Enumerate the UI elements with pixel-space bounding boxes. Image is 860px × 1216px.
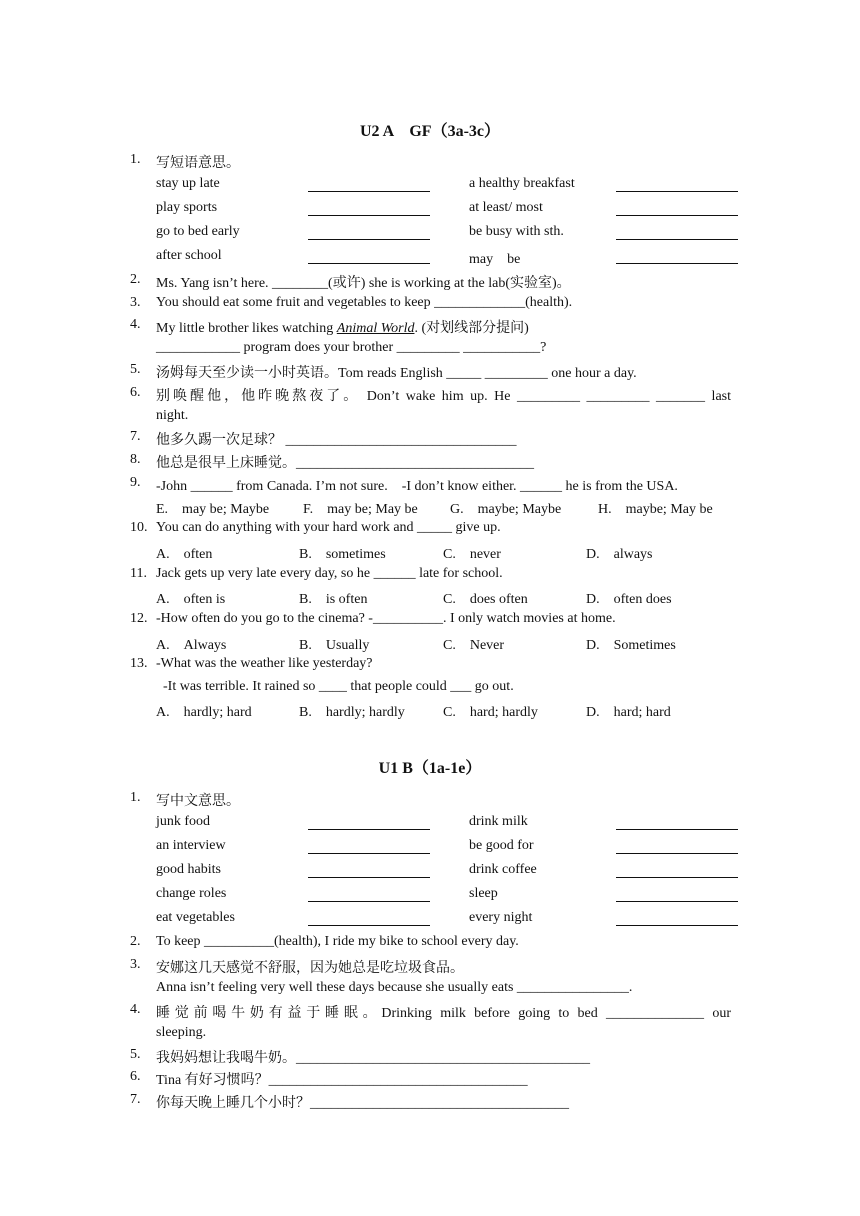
option-g[interactable]: G. maybe; Maybe <box>450 502 562 517</box>
option-b[interactable]: B. hardly; hardly <box>299 705 405 720</box>
vocab-term: drink coffee <box>469 862 537 877</box>
option-c[interactable]: C. never <box>443 547 501 562</box>
answer-blank[interactable] <box>308 191 430 192</box>
question-text: Ms. Yang isn’t here. ________(或许) she is working at the lab(实验室)。 <box>156 276 571 291</box>
option-b[interactable]: B. sometimes <box>299 547 386 562</box>
question-number: 2. <box>130 272 141 287</box>
question-text: You can do anything with your hard work and _____ give up. <box>156 520 501 535</box>
vocab-term: after school <box>156 248 222 263</box>
question-text: 他总是很早上床睡觉。__________________________________ <box>156 456 534 471</box>
vocab-term: go to bed early <box>156 224 240 239</box>
question-number: 2. <box>130 934 141 949</box>
answer-blank[interactable] <box>308 901 430 902</box>
section-title: U1 B（1a-1e） <box>378 760 482 777</box>
vocab-term: be good for <box>469 838 534 853</box>
option-a[interactable]: A. often is <box>156 592 226 607</box>
question-number: 3. <box>130 295 141 310</box>
vocab-term: at least/ most <box>469 200 543 215</box>
answer-blank[interactable] <box>616 263 738 264</box>
answer-blank[interactable] <box>308 263 430 264</box>
question-number: 5. <box>130 1047 141 1062</box>
answer-blank[interactable] <box>308 215 430 216</box>
vocab-term: stay up late <box>156 176 220 191</box>
question-text: You should eat some fruit and vegetables to keep _____________(health). <box>156 295 573 310</box>
question-text: -What was the weather like yesterday? <box>156 656 373 671</box>
question-number: 1. <box>130 790 141 805</box>
answer-blank[interactable] <box>616 191 738 192</box>
question-number: 10. <box>130 520 148 535</box>
option-c[interactable]: C. Never <box>443 638 505 653</box>
option-d[interactable]: D. always <box>586 547 653 562</box>
question-text-continued: sleeping. <box>156 1025 207 1040</box>
option-c[interactable]: C. hard; hardly <box>443 705 538 720</box>
option-a[interactable]: A. often <box>156 547 213 562</box>
vocab-term: sleep <box>469 886 498 901</box>
question-text-post: . (对划线部分提问) <box>414 321 529 336</box>
question-text <box>156 317 529 337</box>
underlined-phrase: Animal World <box>336 321 415 336</box>
option-e[interactable]: E. may be; Maybe <box>156 502 270 517</box>
answer-blank[interactable] <box>308 853 430 854</box>
option-b[interactable]: B. is often <box>299 592 368 607</box>
question-number: 4. <box>130 317 141 332</box>
vocab-term: eat vegetables <box>156 910 235 925</box>
question-text: 他多久踢一次足球？ _________________________________ <box>156 433 517 448</box>
question-text: -How often do you go to the cinema? -__________. I only watch movies at home. <box>156 611 616 626</box>
question-text: To keep __________(health), I ride my bike to school every day. <box>156 934 519 949</box>
answer-blank[interactable] <box>616 901 738 902</box>
question-number: 12. <box>130 611 148 626</box>
question-number: 6. <box>130 385 141 400</box>
question-text-continued: -It was terrible. It rained so ____ that people could ___ go out. <box>163 679 514 694</box>
vocab-term: change roles <box>156 886 227 901</box>
vocab-term: good habits <box>156 862 221 877</box>
question-text-continued: Anna isn’t feeling very well these days because she usually eats ________________. <box>156 980 633 995</box>
option-f[interactable]: F. may be; May be <box>303 502 418 517</box>
question-number: 11. <box>130 566 147 581</box>
question-prompt: 写短语意思。 <box>156 156 240 171</box>
question-number: 13. <box>130 656 148 671</box>
question-text: 我妈妈想让我喝牛奶。__________________________________________ <box>156 1051 590 1066</box>
question-text: 汤姆每天至少读一小时英语。Tom reads English _____ _________ one hour a day. <box>156 366 637 381</box>
option-h[interactable]: H. maybe; May be <box>598 502 713 517</box>
answer-blank[interactable] <box>308 877 430 878</box>
question-number: 5. <box>130 362 141 377</box>
question-number: 9. <box>130 475 141 490</box>
answer-blank[interactable] <box>616 215 738 216</box>
question-text: 睡觉前喝牛奶有益于睡眠。Drinking milk before going to bed ______________ our <box>156 1006 731 1021</box>
question-text: Jack gets up very late every day, so he ______ late for school. <box>156 566 503 581</box>
option-d[interactable]: D. hard; hard <box>586 705 671 720</box>
vocab-term: may be <box>469 252 521 267</box>
question-number: 4. <box>130 1002 141 1017</box>
vocab-term: junk food <box>156 814 211 829</box>
question-text: 安娜这几天感觉不舒服，因为她总是吃垃圾食品。 <box>156 961 464 976</box>
question-number: 8. <box>130 452 141 467</box>
answer-blank[interactable] <box>616 925 738 926</box>
vocab-term: a healthy breakfast <box>469 176 575 191</box>
vocab-term: play sports <box>156 200 218 215</box>
question-number: 7. <box>130 1092 141 1107</box>
question-prompt: 写中文意思。 <box>156 794 240 809</box>
option-a[interactable]: A. Always <box>156 638 227 653</box>
option-d[interactable]: D. Sometimes <box>586 638 676 653</box>
question-number: 3. <box>130 957 141 972</box>
answer-blank[interactable] <box>616 877 738 878</box>
question-number: 1. <box>130 152 141 167</box>
answer-blank[interactable] <box>308 925 430 926</box>
question-number: 6. <box>130 1069 141 1084</box>
answer-blank[interactable] <box>616 239 738 240</box>
option-b[interactable]: B. Usually <box>299 638 370 653</box>
vocab-term: every night <box>469 910 533 925</box>
answer-blank[interactable] <box>616 829 738 830</box>
question-text-continued: ____________ program does your brother _________ ___________? <box>156 340 547 355</box>
answer-blank[interactable] <box>308 239 430 240</box>
question-text-pre: My little brother likes watching <box>156 321 337 336</box>
question-number: 7. <box>130 429 141 444</box>
section-title: U2 A GF（3a-3c） <box>360 123 500 140</box>
option-c[interactable]: C. does often <box>443 592 528 607</box>
question-text: -John ______ from Canada. I’m not sure. -I don’t know either. ______ he is from the USA. <box>156 479 678 494</box>
question-text: 你每天晚上睡几个小时？_____________________________________ <box>156 1096 569 1111</box>
question-text: Tina 有好习惯吗？_____________________________________ <box>156 1073 528 1088</box>
option-a[interactable]: A. hardly; hard <box>156 705 252 720</box>
vocab-term: be busy with sth. <box>469 224 564 239</box>
vocab-term: an interview <box>156 838 226 853</box>
question-text-continued: night. <box>156 408 189 423</box>
question-text: 别唤醒他，他昨晚熬夜了。 Don’t wake him up. He _________ _________ _______ last <box>156 389 731 404</box>
answer-blank[interactable] <box>308 829 430 830</box>
answer-blank[interactable] <box>616 853 738 854</box>
vocab-term: drink milk <box>469 814 528 829</box>
option-d[interactable]: D. often does <box>586 592 672 607</box>
